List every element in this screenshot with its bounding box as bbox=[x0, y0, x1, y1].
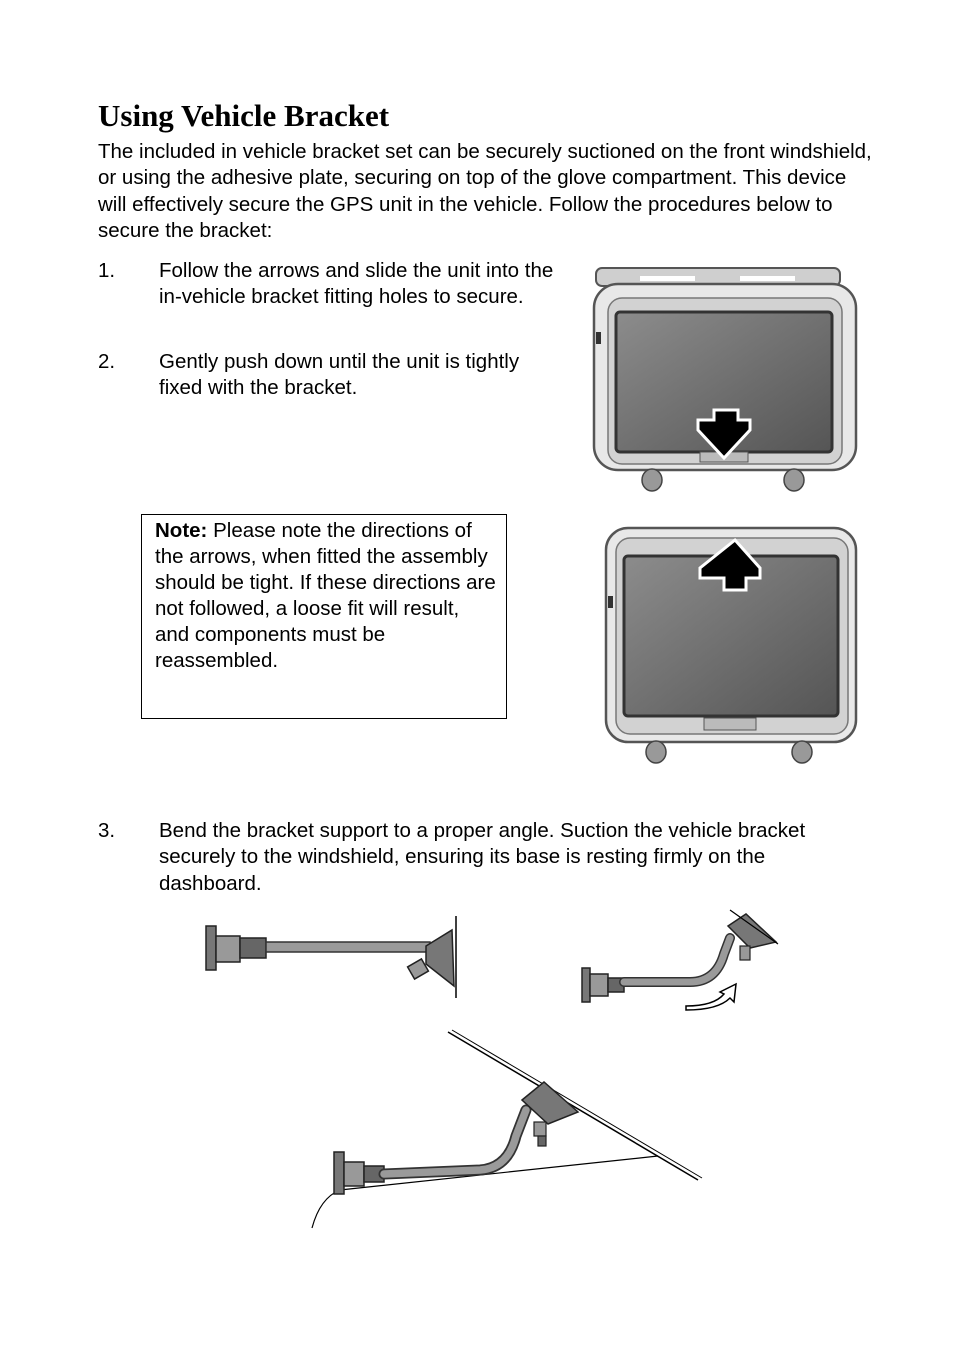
step-number: 3. bbox=[98, 819, 116, 842]
page-title: Using Vehicle Bracket bbox=[98, 98, 390, 133]
step-number: 2. bbox=[98, 350, 116, 373]
step-text: Bend the bracket support to a proper angle. Suction the vehicle bracket securely to the windshield, ensuring its base is resting firmly on the dashboard. bbox=[159, 819, 806, 895]
note-label: Note: bbox=[155, 519, 208, 542]
note-box bbox=[141, 514, 507, 719]
note-text: Please note the directions of the arrows, when fitted the assembly should be tight. If these directions are not followed, a loose fit will result, and components must be reassembled. bbox=[155, 519, 496, 672]
step-number: 1. bbox=[98, 259, 116, 282]
intro-paragraph: The included in vehicle bracket set can be securely suctioned on the front windshield, or using the adhesive plate, securing on top of the glove compartment. This device will effectively secure the GPS unit in the vehicle. Follow the procedures below to secure the bracket: bbox=[98, 140, 872, 242]
gps-unit-push-down-illustration bbox=[588, 262, 860, 494]
step-text: Gently push down until the unit is tightly fixed with the bracket. bbox=[159, 350, 520, 400]
step-text: Follow the arrows and slide the unit into the in-vehicle bracket fitting holes to secure. bbox=[159, 259, 554, 309]
bracket-straight-illustration bbox=[204, 916, 462, 1000]
bracket-bend-illustration bbox=[580, 906, 784, 1010]
gps-unit-push-up-illustration bbox=[602, 524, 860, 764]
bracket-mounted-illustration bbox=[310, 1030, 702, 1232]
curved-arrow-icon bbox=[686, 984, 736, 1010]
